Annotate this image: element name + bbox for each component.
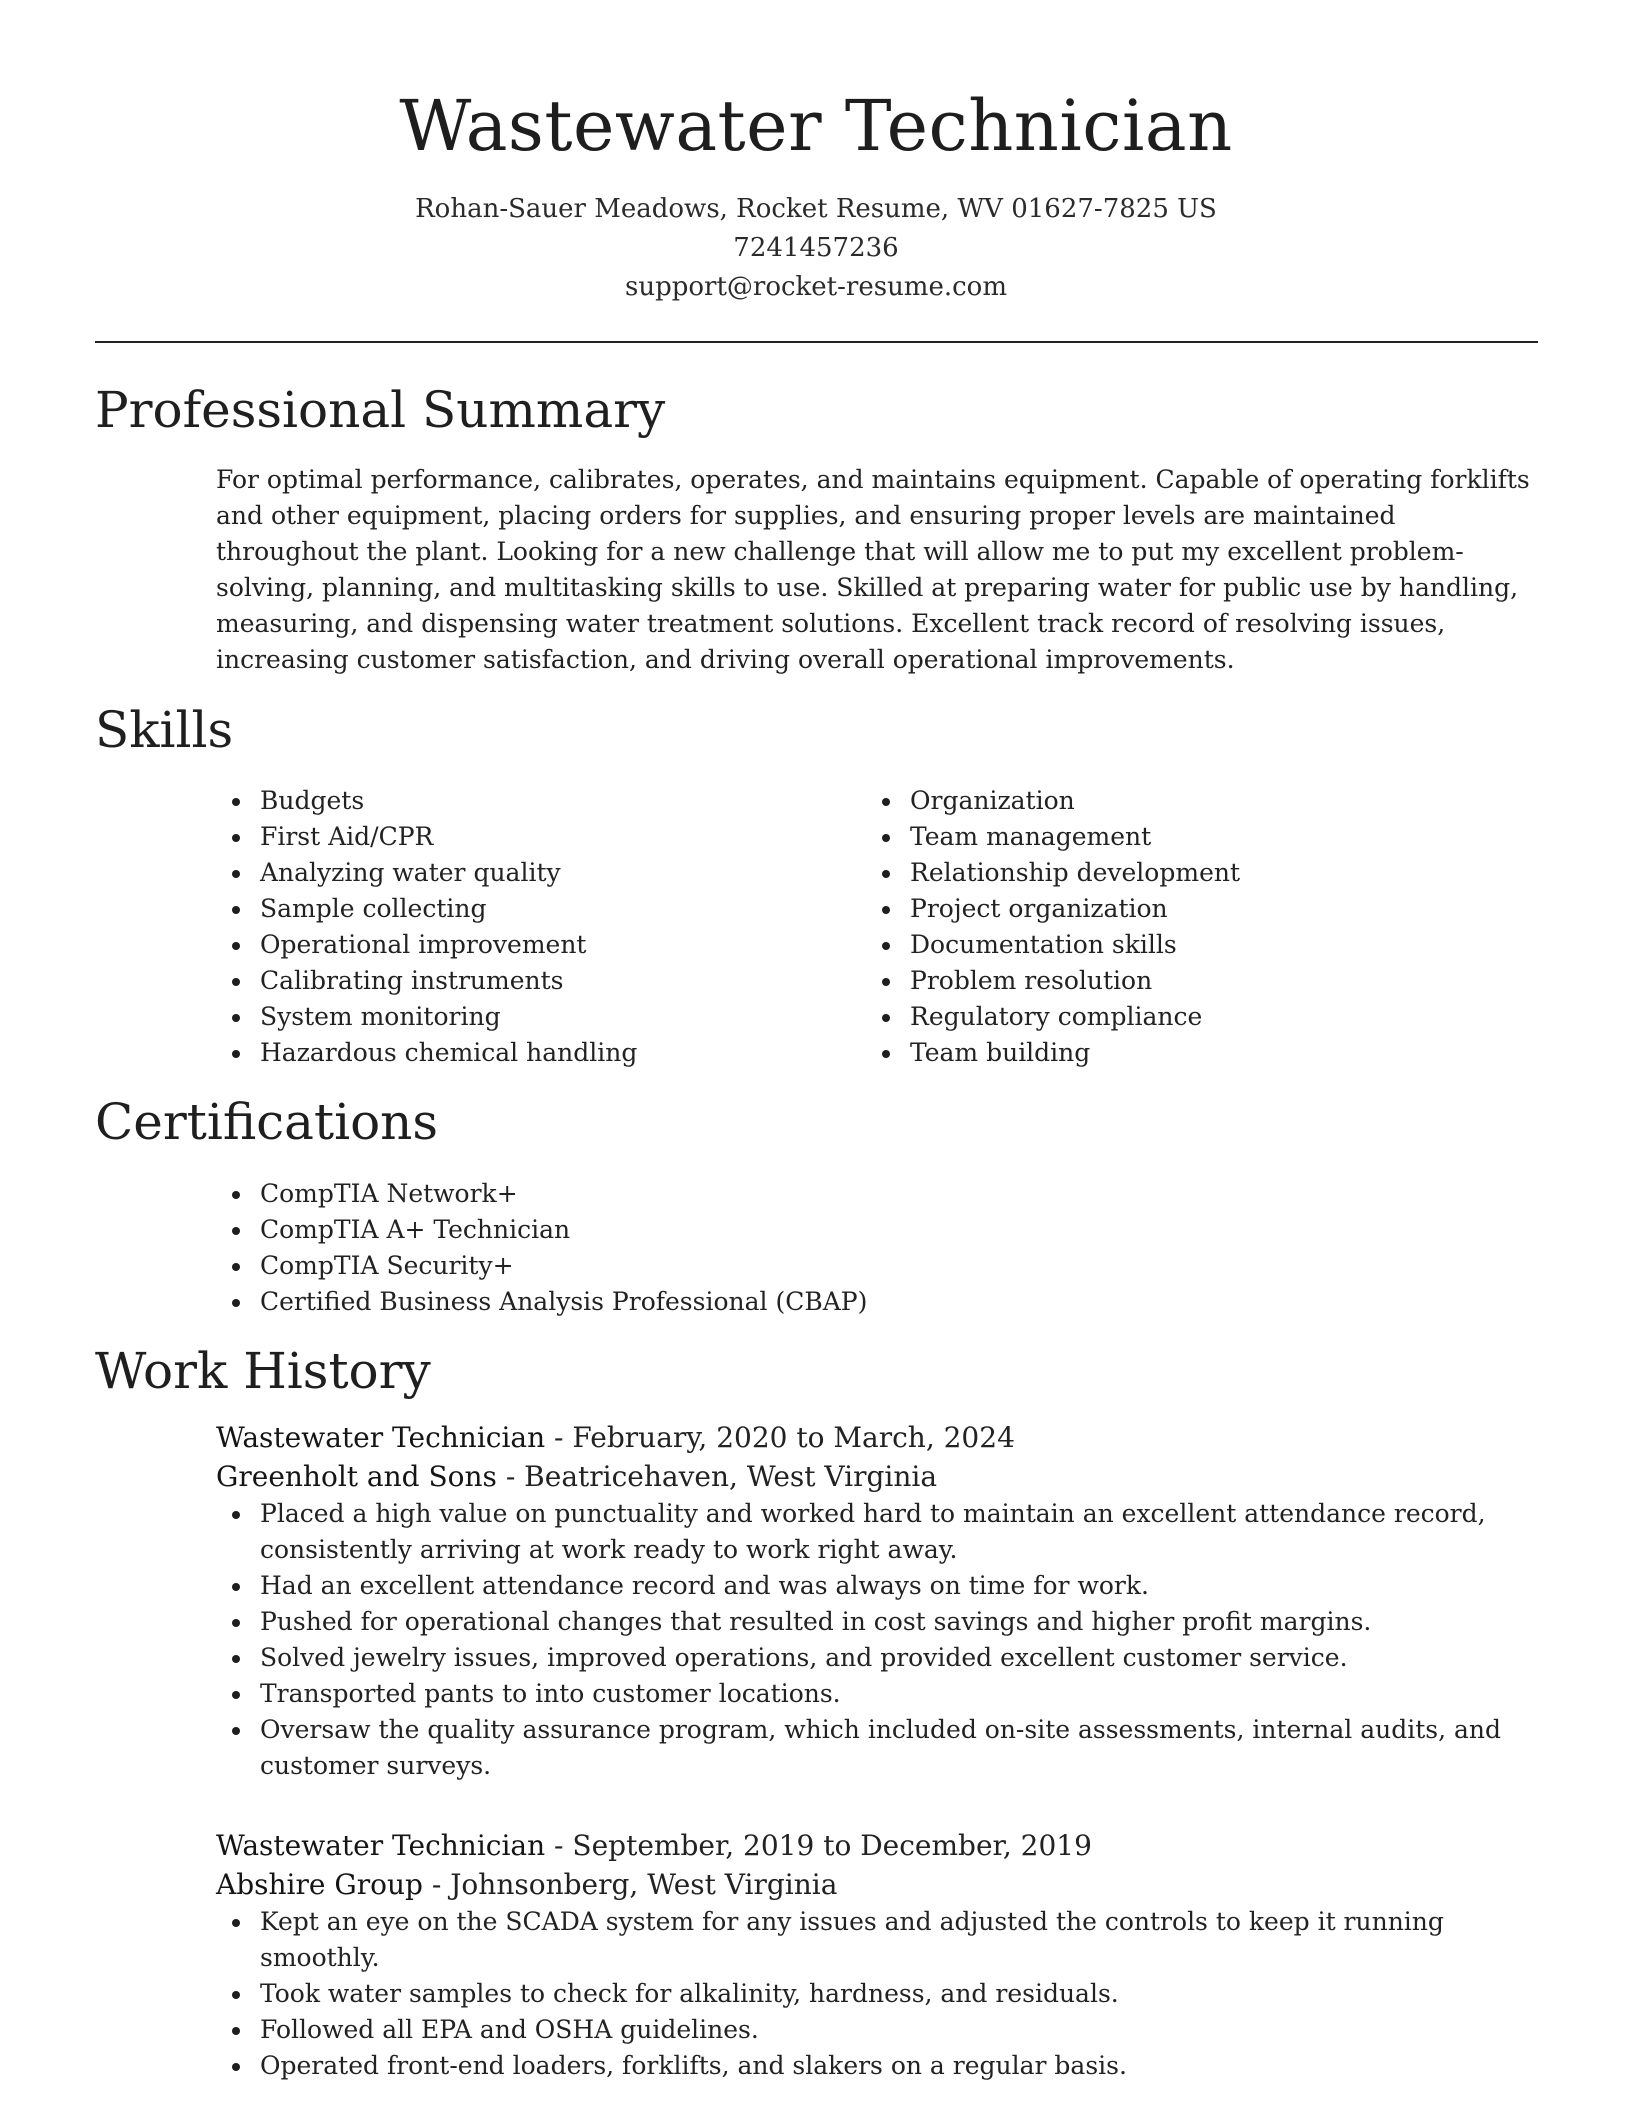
job-location: - Johnsonberg, West Virginia <box>422 1868 838 1901</box>
email: support@rocket-resume.com <box>624 272 1007 302</box>
address: Rohan-Sauer Meadows, Rocket Resume, WV 01627-7825 US <box>415 194 1217 224</box>
job-dates: - September, 2019 to December, 2019 <box>545 1829 1092 1862</box>
skill-item: Hazardous chemical handling <box>216 1035 856 1071</box>
resume-header <box>0 0 1632 307</box>
contact-info <box>0 190 1632 307</box>
skills-list-right <box>866 783 1506 1071</box>
job-company: Greenholt and Sons <box>216 1460 497 1493</box>
job-bullet: Transported pants to into customer locations. <box>216 1676 1546 1712</box>
header-divider <box>95 341 1538 343</box>
skill-item: Team management <box>866 819 1506 855</box>
skills-heading: Skills <box>95 701 234 759</box>
job-bullet: Took water samples to check for alkalinity, hardness, and residuals. <box>216 1976 1546 2012</box>
skill-item: Project organization <box>866 891 1506 927</box>
certification-item: Certified Business Analysis Professional (CBAP) <box>216 1284 1536 1320</box>
job-role: Wastewater Technician <box>216 1829 546 1862</box>
certifications-heading: Certifications <box>95 1093 439 1151</box>
job-bullet: Operated front-end loaders, forklifts, and slakers on a regular basis. <box>216 2048 1546 2084</box>
job-company-line <box>216 1865 1546 1904</box>
job-role: Wastewater Technician <box>216 1421 546 1454</box>
job-bullets <box>216 1496 1546 1784</box>
job-bullet: Placed a high value on punctuality and worked hard to maintain an excellent attendance record, consistently arriving at work ready to work right away. <box>216 1496 1546 1568</box>
certification-item: CompTIA A+ Technician <box>216 1212 1536 1248</box>
summary-text: For optimal performance, calibrates, operates, and maintains equipment. Capable of operating forklifts and other equipment, placing orders for supplies, and ensuring proper levels are maintained throughout the plant. Looking for a new challenge that will allow me to put my excellent problem-solving, planning, and multitasking skills to use. Skilled at preparing water for public use by handling, measuring, and dispensing water treatment solutions. Excellent track record of resolving issues, increasing customer satisfaction, and driving overall operational improvements. <box>216 465 1530 674</box>
skill-item: Regulatory compliance <box>866 999 1506 1035</box>
candidate-name: Wastewater Technician <box>399 85 1233 167</box>
job-bullet: Kept an eye on the SCADA system for any issues and adjusted the controls to keep it running smoothly. <box>216 1904 1546 1976</box>
skill-item: System monitoring <box>216 999 856 1035</box>
job-title-line <box>216 1418 1546 1457</box>
skill-item: Organization <box>866 783 1506 819</box>
skill-item: Budgets <box>216 783 856 819</box>
summary-heading: Professional Summary <box>95 381 666 439</box>
skill-item: Calibrating instruments <box>216 963 856 999</box>
job-company: Abshire Group <box>216 1868 423 1901</box>
job-bullet: Pushed for operational changes that resulted in cost savings and higher profit margins. <box>216 1604 1546 1640</box>
job-dates: - February, 2020 to March, 2024 <box>545 1421 1015 1454</box>
skill-item: Documentation skills <box>866 927 1506 963</box>
job-bullet: Followed all EPA and OSHA guidelines. <box>216 2012 1546 2048</box>
job-bullet: Solved jewelry issues, improved operations, and provided excellent customer service. <box>216 1640 1546 1676</box>
skill-item: Sample collecting <box>216 891 856 927</box>
job-location: - Beatricehaven, West Virginia <box>496 1460 938 1493</box>
job-title-line <box>216 1826 1546 1865</box>
certifications-list <box>216 1176 1536 1320</box>
skill-item: First Aid/CPR <box>216 819 856 855</box>
skill-item: Problem resolution <box>866 963 1506 999</box>
job-entry <box>216 1826 1546 2084</box>
job-bullet: Oversaw the quality assurance program, which included on-site assessments, internal audits, and customer surveys. <box>216 1712 1546 1784</box>
job-bullets <box>216 1904 1546 2084</box>
work-history-heading: Work History <box>95 1342 431 1400</box>
job-company-line <box>216 1457 1546 1496</box>
skills-list-left <box>216 783 856 1071</box>
certification-item: CompTIA Network+ <box>216 1176 1536 1212</box>
job-bullet: Had an excellent attendance record and was always on time for work. <box>216 1568 1546 1604</box>
skill-item: Operational improvement <box>216 927 856 963</box>
skill-item: Relationship development <box>866 855 1506 891</box>
job-entry <box>216 1418 1546 1784</box>
skill-item: Analyzing water quality <box>216 855 856 891</box>
certification-item: CompTIA Security+ <box>216 1248 1536 1284</box>
phone: 7241457236 <box>733 233 899 263</box>
skill-item: Team building <box>866 1035 1506 1071</box>
